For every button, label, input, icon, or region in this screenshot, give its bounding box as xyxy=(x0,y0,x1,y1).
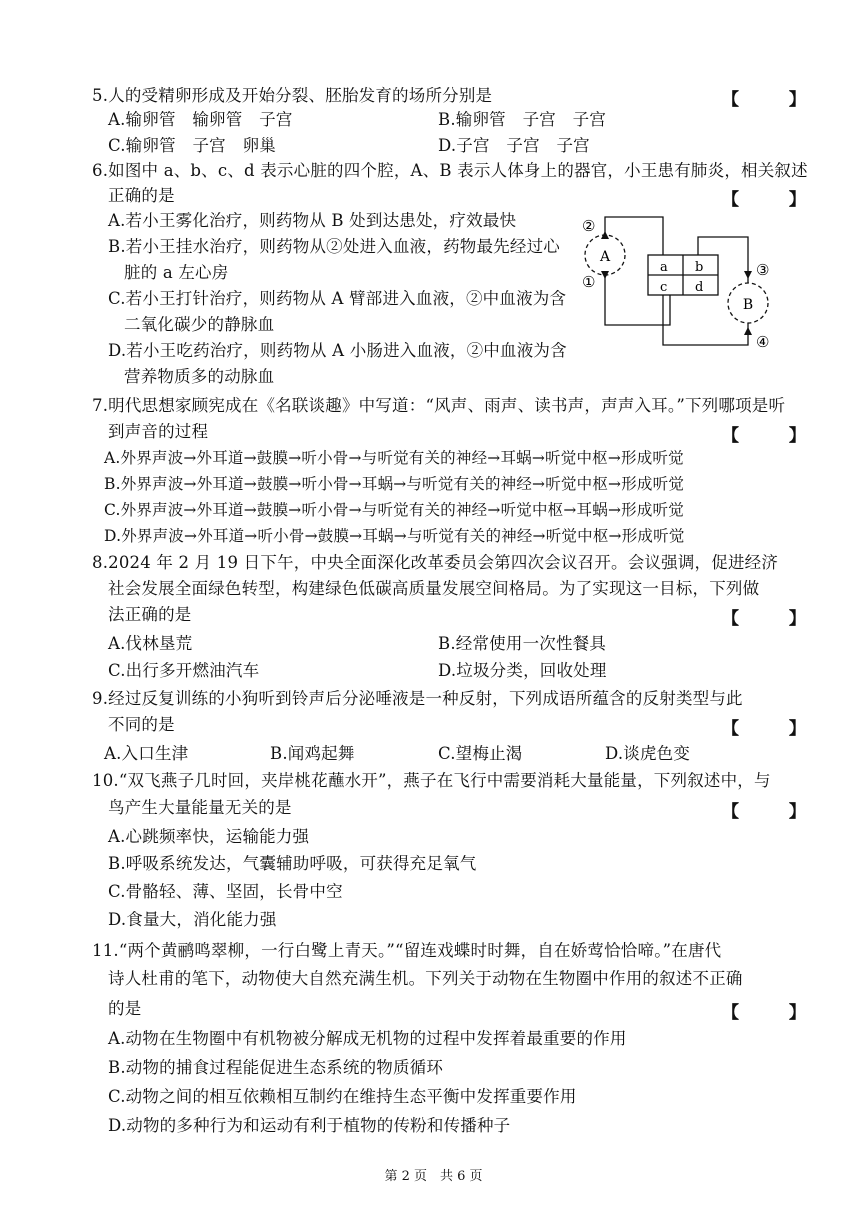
option-c-cont: 二氧化碳少的静脉血 xyxy=(124,315,275,334)
question-stem: 法正确的是 xyxy=(108,605,192,624)
option-a: A.若小王雾化治疗，则药物从 B 处到达患处，疗效最快 xyxy=(108,211,517,230)
option-c: C.望梅止渴 xyxy=(438,744,523,763)
question-stem: 9.经过反复训练的小狗听到铃声后分泌唾液是一种反射，下列成语所蕴含的反射类型与此 xyxy=(92,689,743,708)
vessel-1-label: ① xyxy=(582,273,596,291)
question-stem: 诗人杜甫的笔下，动物使大自然充满生机。下列关于动物在生物圈中作用的叙述不正确 xyxy=(108,969,743,988)
answer-bracket: 【 】 xyxy=(722,802,828,822)
question-stem: 10.“双飞燕子几时回，夹岸桃花蘸水开”，燕子在飞行中需要消耗大量能量，下列叙述中，与 xyxy=(92,771,771,790)
chamber-d: d xyxy=(695,280,704,295)
chamber-c: c xyxy=(660,280,668,295)
organ-b-label: B xyxy=(742,297,754,313)
heart xyxy=(648,255,718,295)
option-b: B.闻鸡起舞 xyxy=(270,744,355,763)
option-d: D.垃圾分类，回收处理 xyxy=(438,661,607,680)
question-stem: 8.2024 年 2 月 19 日下午，中央全面深化改革委员会第四次会议召开。会议强调，促进经济 xyxy=(92,553,779,572)
question-stem: 正确的是 xyxy=(108,186,175,205)
vessel-4-label: ④ xyxy=(756,333,770,351)
question-stem: 7.明代思想家顾宪成在《名联谈趣》中写道：“风声、雨声、读书声，声声入耳。”下列哪项是听 xyxy=(92,396,786,415)
option-a: A.外界声波→外耳道→鼓膜→听小骨→与听觉有关的神经→耳蜗→听觉中枢→形成听觉 xyxy=(104,449,684,467)
option-a: A.动物在生物圈中有机物被分解成无机物的过程中发挥着最重要的作用 xyxy=(108,1029,627,1048)
option-b-cont: 脏的 a 左心房 xyxy=(124,263,229,282)
organ-a-label: A xyxy=(599,249,611,265)
option-b: B.动物的捕食过程能促进生态系统的物质循环 xyxy=(108,1058,444,1077)
question-stem: 不同的是 xyxy=(108,715,175,734)
question-stem: 5.人的受精卵形成及开始分裂、胚胎发育的场所分别是 xyxy=(92,86,493,105)
option-a: A.伐林垦荒 xyxy=(108,634,193,653)
answer-bracket: 【 】 xyxy=(722,190,828,210)
question-stem: 社会发展全面绿色转型，构建绿色低碳高质量发展空间格局。为了实现这一目标，下列做 xyxy=(108,579,760,598)
chamber-a: a xyxy=(660,260,668,275)
option-d: D.食量大，消化能力强 xyxy=(108,910,277,929)
vessel-3-label: ③ xyxy=(756,261,770,279)
option-b: B.呼吸系统发达，气囊辅助呼吸，可获得充足氧气 xyxy=(108,854,477,873)
question-stem: 11.“两个黄鹂鸣翠柳，一行白鹭上青天。”“留连戏蝶时时舞，自在娇莺恰恰啼。”在唐代 xyxy=(92,941,722,960)
vessel-2-label: ② xyxy=(582,217,596,235)
option-c: C.动物之间的相互依赖相互制约在维持生态平衡中发挥重要作用 xyxy=(108,1087,577,1106)
question-stem: 的是 xyxy=(108,999,142,1018)
chamber-b: b xyxy=(695,260,704,275)
option-d: D.谈虎色变 xyxy=(605,744,691,763)
option-a: A.心跳频率快，运输能力强 xyxy=(108,827,310,846)
answer-bracket: 【 】 xyxy=(722,719,828,739)
option-d: D.动物的多种行为和运动有利于植物的传粉和传播种子 xyxy=(108,1116,511,1135)
answer-bracket: 【 】 xyxy=(722,1003,828,1023)
page-footer: 第 2 页 共 6 页 xyxy=(384,1169,483,1184)
option-a: A.输卵管 输卵管 子宫 xyxy=(108,110,293,129)
question-stem: 6.如图中 a、b、c、d 表示心脏的四个腔，A、B 表示人体身上的器官，小王患有肺炎，相关叙述 xyxy=(92,161,808,180)
answer-bracket: 【 】 xyxy=(722,609,828,629)
option-a: A.入口生津 xyxy=(104,744,189,763)
option-b: B.经常使用一次性餐具 xyxy=(438,634,607,653)
option-b: B.输卵管 子宫 子宫 xyxy=(438,110,607,129)
option-d: D.外界声波→外耳道→听小骨→鼓膜→耳蜗→与听觉有关的神经→听觉中枢→形成听觉 xyxy=(104,527,685,545)
heart-circulation-diagram xyxy=(578,207,778,357)
question-stem: 到声音的过程 xyxy=(108,422,209,441)
option-b: B.若小王挂水治疗，则药物从②处进入血液，药物最先经过心 xyxy=(108,237,560,256)
flow-arrows xyxy=(601,231,752,335)
option-d: D.若小王吃药治疗，则药物从 A 小肠进入血液，②中血液为含 xyxy=(108,341,567,360)
option-d-cont: 营养物质多的动脉血 xyxy=(124,367,275,386)
option-c: C.外界声波→外耳道→鼓膜→听小骨→与听觉有关的神经→听觉中枢→耳蜗→形成听觉 xyxy=(104,501,684,519)
option-c: C.骨骼轻、薄、坚固，长骨中空 xyxy=(108,882,343,901)
option-b: B.外界声波→外耳道→鼓膜→听小骨→耳蜗→与听觉有关的神经→听觉中枢→形成听觉 xyxy=(104,475,685,493)
question-stem: 鸟产生大量能量无关的是 xyxy=(108,798,292,817)
option-c: C.输卵管 子宫 卵巢 xyxy=(108,136,276,155)
option-c: C.出行多开燃油汽车 xyxy=(108,661,260,680)
blood-vessels xyxy=(605,217,748,345)
answer-bracket: 【 】 xyxy=(722,426,828,446)
option-c: C.若小王打针治疗，则药物从 A 臂部进入血液，②中血液为含 xyxy=(108,289,567,308)
answer-bracket: 【 】 xyxy=(722,90,828,110)
option-d: D.子宫 子宫 子宫 xyxy=(438,136,590,155)
